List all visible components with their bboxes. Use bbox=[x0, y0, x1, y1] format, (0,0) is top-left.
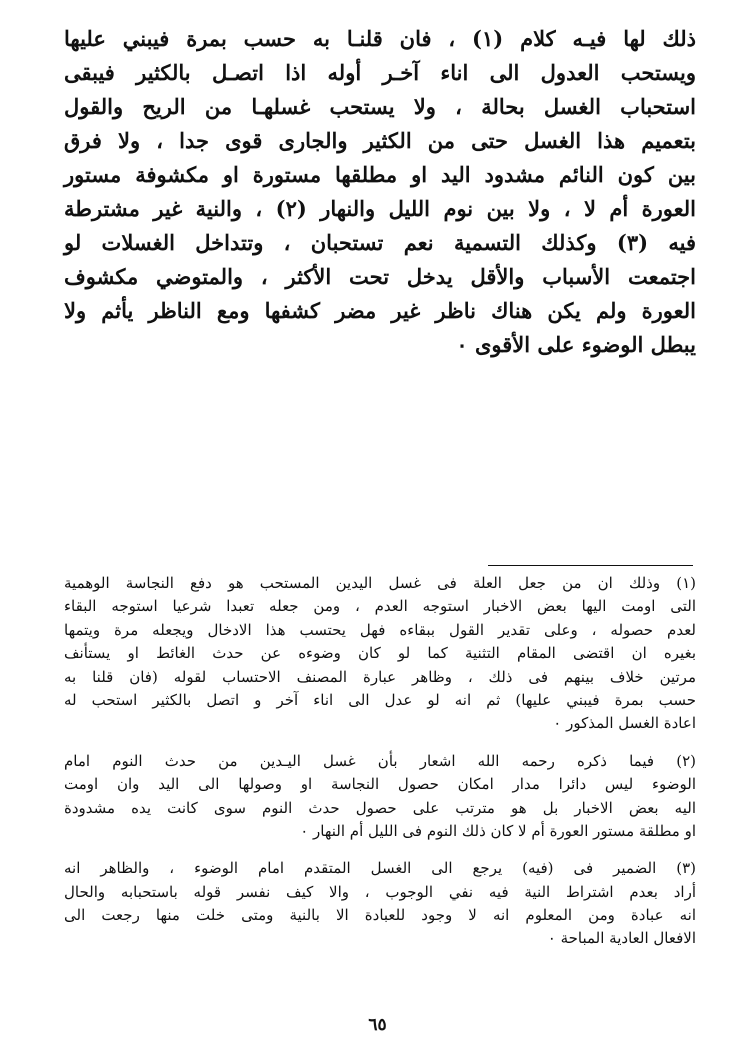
main-text-line: بتعميم هذا الغسل حتى من الكثير والجارى قوى جدا ، ولا فرق bbox=[64, 128, 696, 153]
footnote-line: (٣) الضمير فى (فيه) يرجع الى الغسل المتقدم امام الوضوء ، والظاهر انه bbox=[64, 859, 696, 878]
footnote-separator bbox=[488, 565, 693, 566]
footnote-3 bbox=[64, 857, 696, 951]
footnote-line: انه عبادة ومن المعلوم انه لا وجود للعبادة الا بالنية ومتى خلت منها رجعت الى bbox=[64, 906, 696, 925]
footnote-line: لعدم حصوله ، وعلى تقدير القول ببقاءه فهل يحتسب هذا الادخال ويجعله مرة ويتمها bbox=[64, 620, 696, 639]
footnotes-section bbox=[64, 572, 696, 965]
main-text-line: يبطل الوضوء على الأقوى ٠ bbox=[456, 332, 696, 357]
page-number: ٦٥ bbox=[368, 1015, 387, 1035]
footnote-2 bbox=[64, 750, 696, 844]
main-text-line: العورة أم لا ، ولا بين نوم الليل والنهار (٢) ، والنية غير مشترطة bbox=[64, 196, 696, 221]
footnote-line: بغيره ان اقتضى المقام التثنية كما لو كان وضوءه عن حدث الغائط او يستأنف bbox=[64, 644, 696, 663]
footnote-1 bbox=[64, 572, 696, 736]
footnote-line: اعادة الغسل المذكور ٠ bbox=[553, 714, 696, 733]
footnote-line: (٢) فيما ذكره رحمه الله اشعار بأن غسل اليـدين من حدث النوم امام bbox=[64, 751, 696, 770]
footnote-line: او مطلقة مستور العورة أم لا كان ذلك النوم فى الليل أم النهار ٠ bbox=[300, 821, 696, 840]
footnote-line: التى اومت اليها بعض الاخبار استوجه العدم ، ومن جعله تعبدا شرعيا استوجه البقاء bbox=[64, 597, 696, 616]
footnote-line: (١) وذلك ان من جعل العلة فى غسل اليدين المستحب هو دفع النجاسة الوهمية bbox=[64, 574, 696, 592]
main-text-line: اجتمعت الأسباب والأقل يدخل تحت الأكثر ، والمتوضي مكشوف bbox=[64, 264, 696, 289]
main-text-line: فيه (٣) وكذلك التسمية نعم تستحبان ، وتتداخل الغسلات لو bbox=[64, 230, 696, 255]
main-text-line: العورة ولم يكن هناك ناظر غير مضر كشفها ومع الناظر يأثم ولا bbox=[64, 298, 696, 323]
footnote-line: الافعال العادية المباحة ٠ bbox=[547, 929, 696, 948]
main-text-line: استحباب الغسل بحالة ، ولا يستحب غسلهـا من الريح والقول bbox=[64, 94, 696, 119]
main-body-text bbox=[64, 22, 696, 362]
footnote-line: الوضوء ليس دائرا مدار امكان حصول النجاسة او وصولها الى اليد وان اومت bbox=[64, 775, 696, 794]
main-text-line: بين كون النائم مشدود اليد او مطلقها مستورة او مكشوفة مستور bbox=[64, 162, 696, 187]
main-text-line: ذلك لها فيـه كلام (١) ، فان قلنـا به حسب بمرة فيبني عليها bbox=[64, 26, 696, 51]
footnote-line: اليه بعض الاخبار بل هو مترتب على حصول حدث النوم سوى كانت يده مشدودة bbox=[64, 798, 696, 817]
footnote-line: أراد بعدم اشتراط النية فيه نفي الوجوب ، والا كيف نفسر قوله باستحبابه والحال bbox=[64, 882, 696, 901]
footnote-line: مرتين خلاف بينهم فى ذلك ، وظاهر عبارة المصنف الاحتساب لقوله (فان قلنا به bbox=[64, 667, 696, 686]
footnote-line: حسب بمرة فيبني عليها) ثم انه لو عدل الى اناء آخر و اتصل بالكثير استحب له bbox=[64, 690, 696, 709]
main-text-line: ويستحب العدول الى اناء آخـر أوله اذا اتصـل بالكثير فيبقى bbox=[64, 60, 696, 85]
